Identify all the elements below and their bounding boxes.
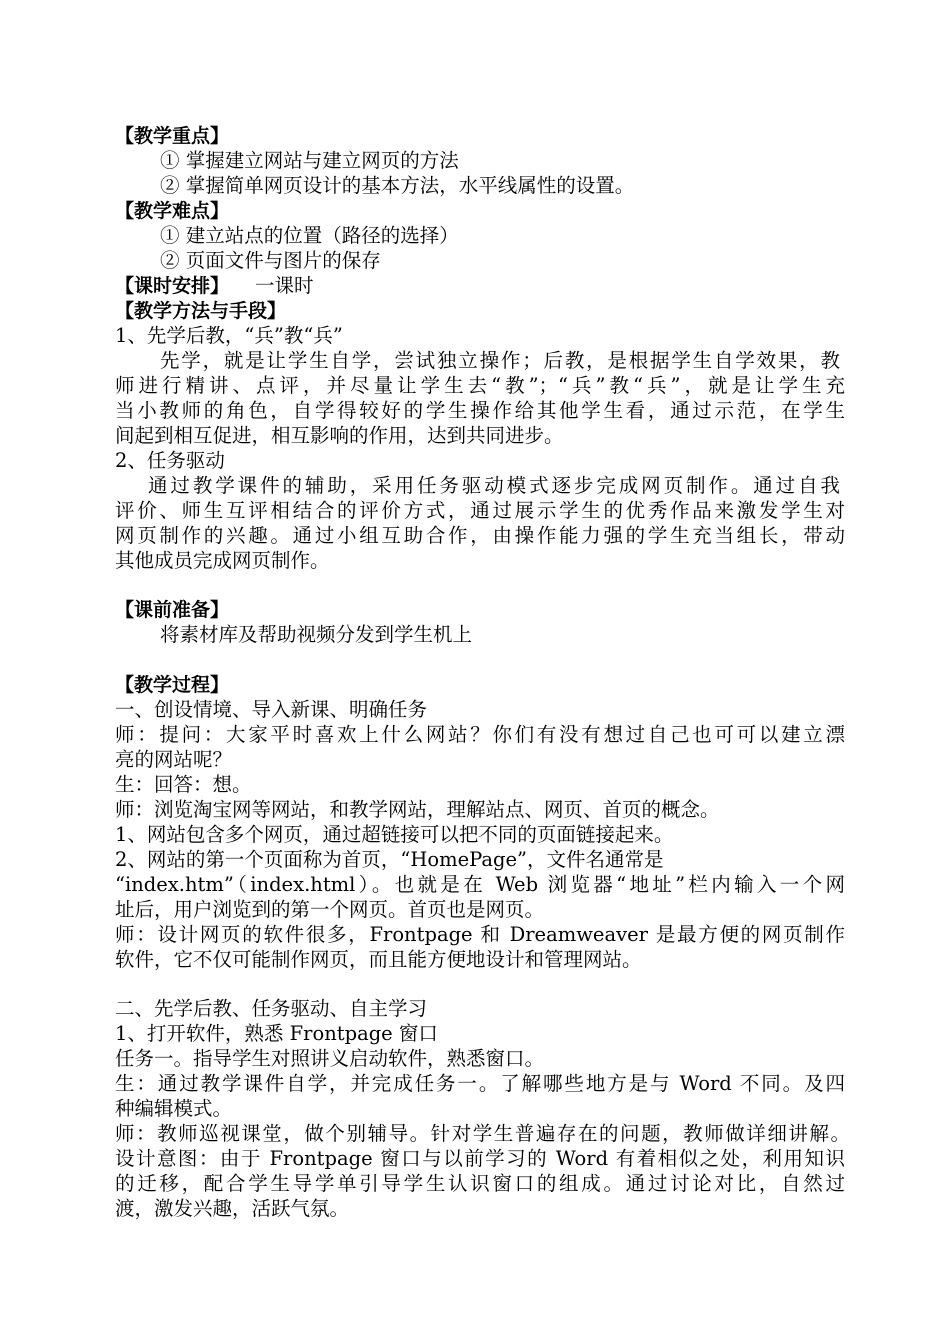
method-2-title: 2、任务驱动: [115, 449, 225, 472]
schedule-heading: 【课时安排】: [115, 275, 230, 297]
method-1-title: 1、先学后教，“兵”教“兵”: [115, 324, 343, 347]
process-line: 一、创设情境、导入新课、明确任务: [115, 698, 428, 721]
process-line: 生：通过教学课件自学，并完成任务一。了解哪些地方是与 Word 不同。及四: [115, 1072, 845, 1095]
method-2-line: 评价、师生互评相结合的评价方式，通过展示学生的优秀作品来激发学生对: [115, 499, 845, 522]
process-line: 1、网站包含多个网页，通过超链接可以把不同的页面链接起来。: [115, 823, 674, 846]
process-line: 师：提问：大家平时喜欢上什么网站？你们有没有想过自己也可可以建立漂: [115, 723, 845, 746]
difficulties-heading: 【教学难点】: [115, 200, 230, 222]
process-line: 渡，激发兴趣，活跃气氛。: [115, 1197, 350, 1220]
process-line: 1、打开软件，熟悉 Frontpage 窗口: [115, 1022, 438, 1045]
process-line: 亮的网站呢？: [115, 748, 233, 771]
method-1-line: 师进行精讲、点评，并尽量让学生去“教”；“兵”教“兵”，就是让学生充: [115, 374, 845, 397]
key-point-1: ① 掌握建立网站与建立网页的方法: [160, 149, 459, 172]
schedule-value: 一课时: [255, 274, 314, 297]
methods-heading: 【教学方法与手段】: [115, 300, 287, 322]
method-2-line: 网页制作的兴趣。通过小组互助合作，由操作能力强的学生充当组长，带动: [115, 524, 845, 547]
method-2-line: 通过教学课件的辅助，采用任务驱动模式逐步完成网页制作。通过自我: [148, 474, 840, 497]
method-1-line: 当小教师的角色，自学得较好的学生操作给其他学生看，通过示范，在学生: [115, 399, 845, 422]
method-2-line: 其他成员完成网页制作。: [115, 549, 330, 572]
process-line: 址后，用户浏览到的第一个网页。首页也是网页。: [115, 898, 545, 921]
process-line: 师：设计网页的软件很多，Frontpage 和 Dreamweaver 是最方便的网页制作: [115, 923, 845, 946]
process-line: 的迁移，配合学生导学单引导学生认识窗口的组成。通过讨论对比，自然过: [115, 1172, 845, 1195]
method-1-line: 间起到相互促进，相互影响的作用，达到共同进步。: [115, 424, 564, 447]
key-points-heading: 【教学重点】: [115, 125, 230, 147]
process-line: 设计意图：由于 Frontpage 窗口与以前学习的 Word 有着相似之处，利用知识: [115, 1147, 845, 1170]
preparation-heading: 【课前准备】: [115, 599, 230, 621]
process-line: 软件，它不仅可能制作网页，而且能方便地设计和管理网站。: [115, 948, 642, 971]
process-heading: 【教学过程】: [115, 674, 230, 696]
difficulty-2: ② 页面文件与图片的保存: [160, 249, 381, 272]
schedule-line: [115, 274, 845, 298]
difficulty-1: ① 建立站点的位置（路径的选择）: [160, 224, 459, 247]
process-line: 生：回答：想。: [115, 773, 252, 796]
process-line: 二、先学后教、任务驱动、自主学习: [115, 997, 428, 1020]
process-line: 师：浏览淘宝网等网站，和教学网站，理解站点、网页、首页的概念。: [115, 798, 720, 821]
process-line: 种编辑模式。: [115, 1097, 233, 1120]
key-point-2: ② 掌握简单网页设计的基本方法，水平线属性的设置。: [160, 174, 635, 197]
preparation-text: 将素材库及帮助视频分发到学生机上: [160, 623, 473, 646]
process-line: 2、网站的第一个页面称为首页，“HomePage”，文件名通常是: [115, 848, 664, 871]
process-line: 任务一。指导学生对照讲义启动软件，熟悉窗口。: [115, 1047, 545, 1070]
process-line: 师：教师巡视课堂，做个别辅导。针对学生普遍存在的问题，教师做详细讲解。: [115, 1122, 850, 1145]
process-line: “index.htm”（index.html）。也就是在 Web 浏览器“地址”栏内输入一个网: [115, 873, 845, 896]
method-1-line: 先学，就是让学生自学，尝试独立操作；后教，是根据学生自学效果，教: [160, 349, 840, 372]
